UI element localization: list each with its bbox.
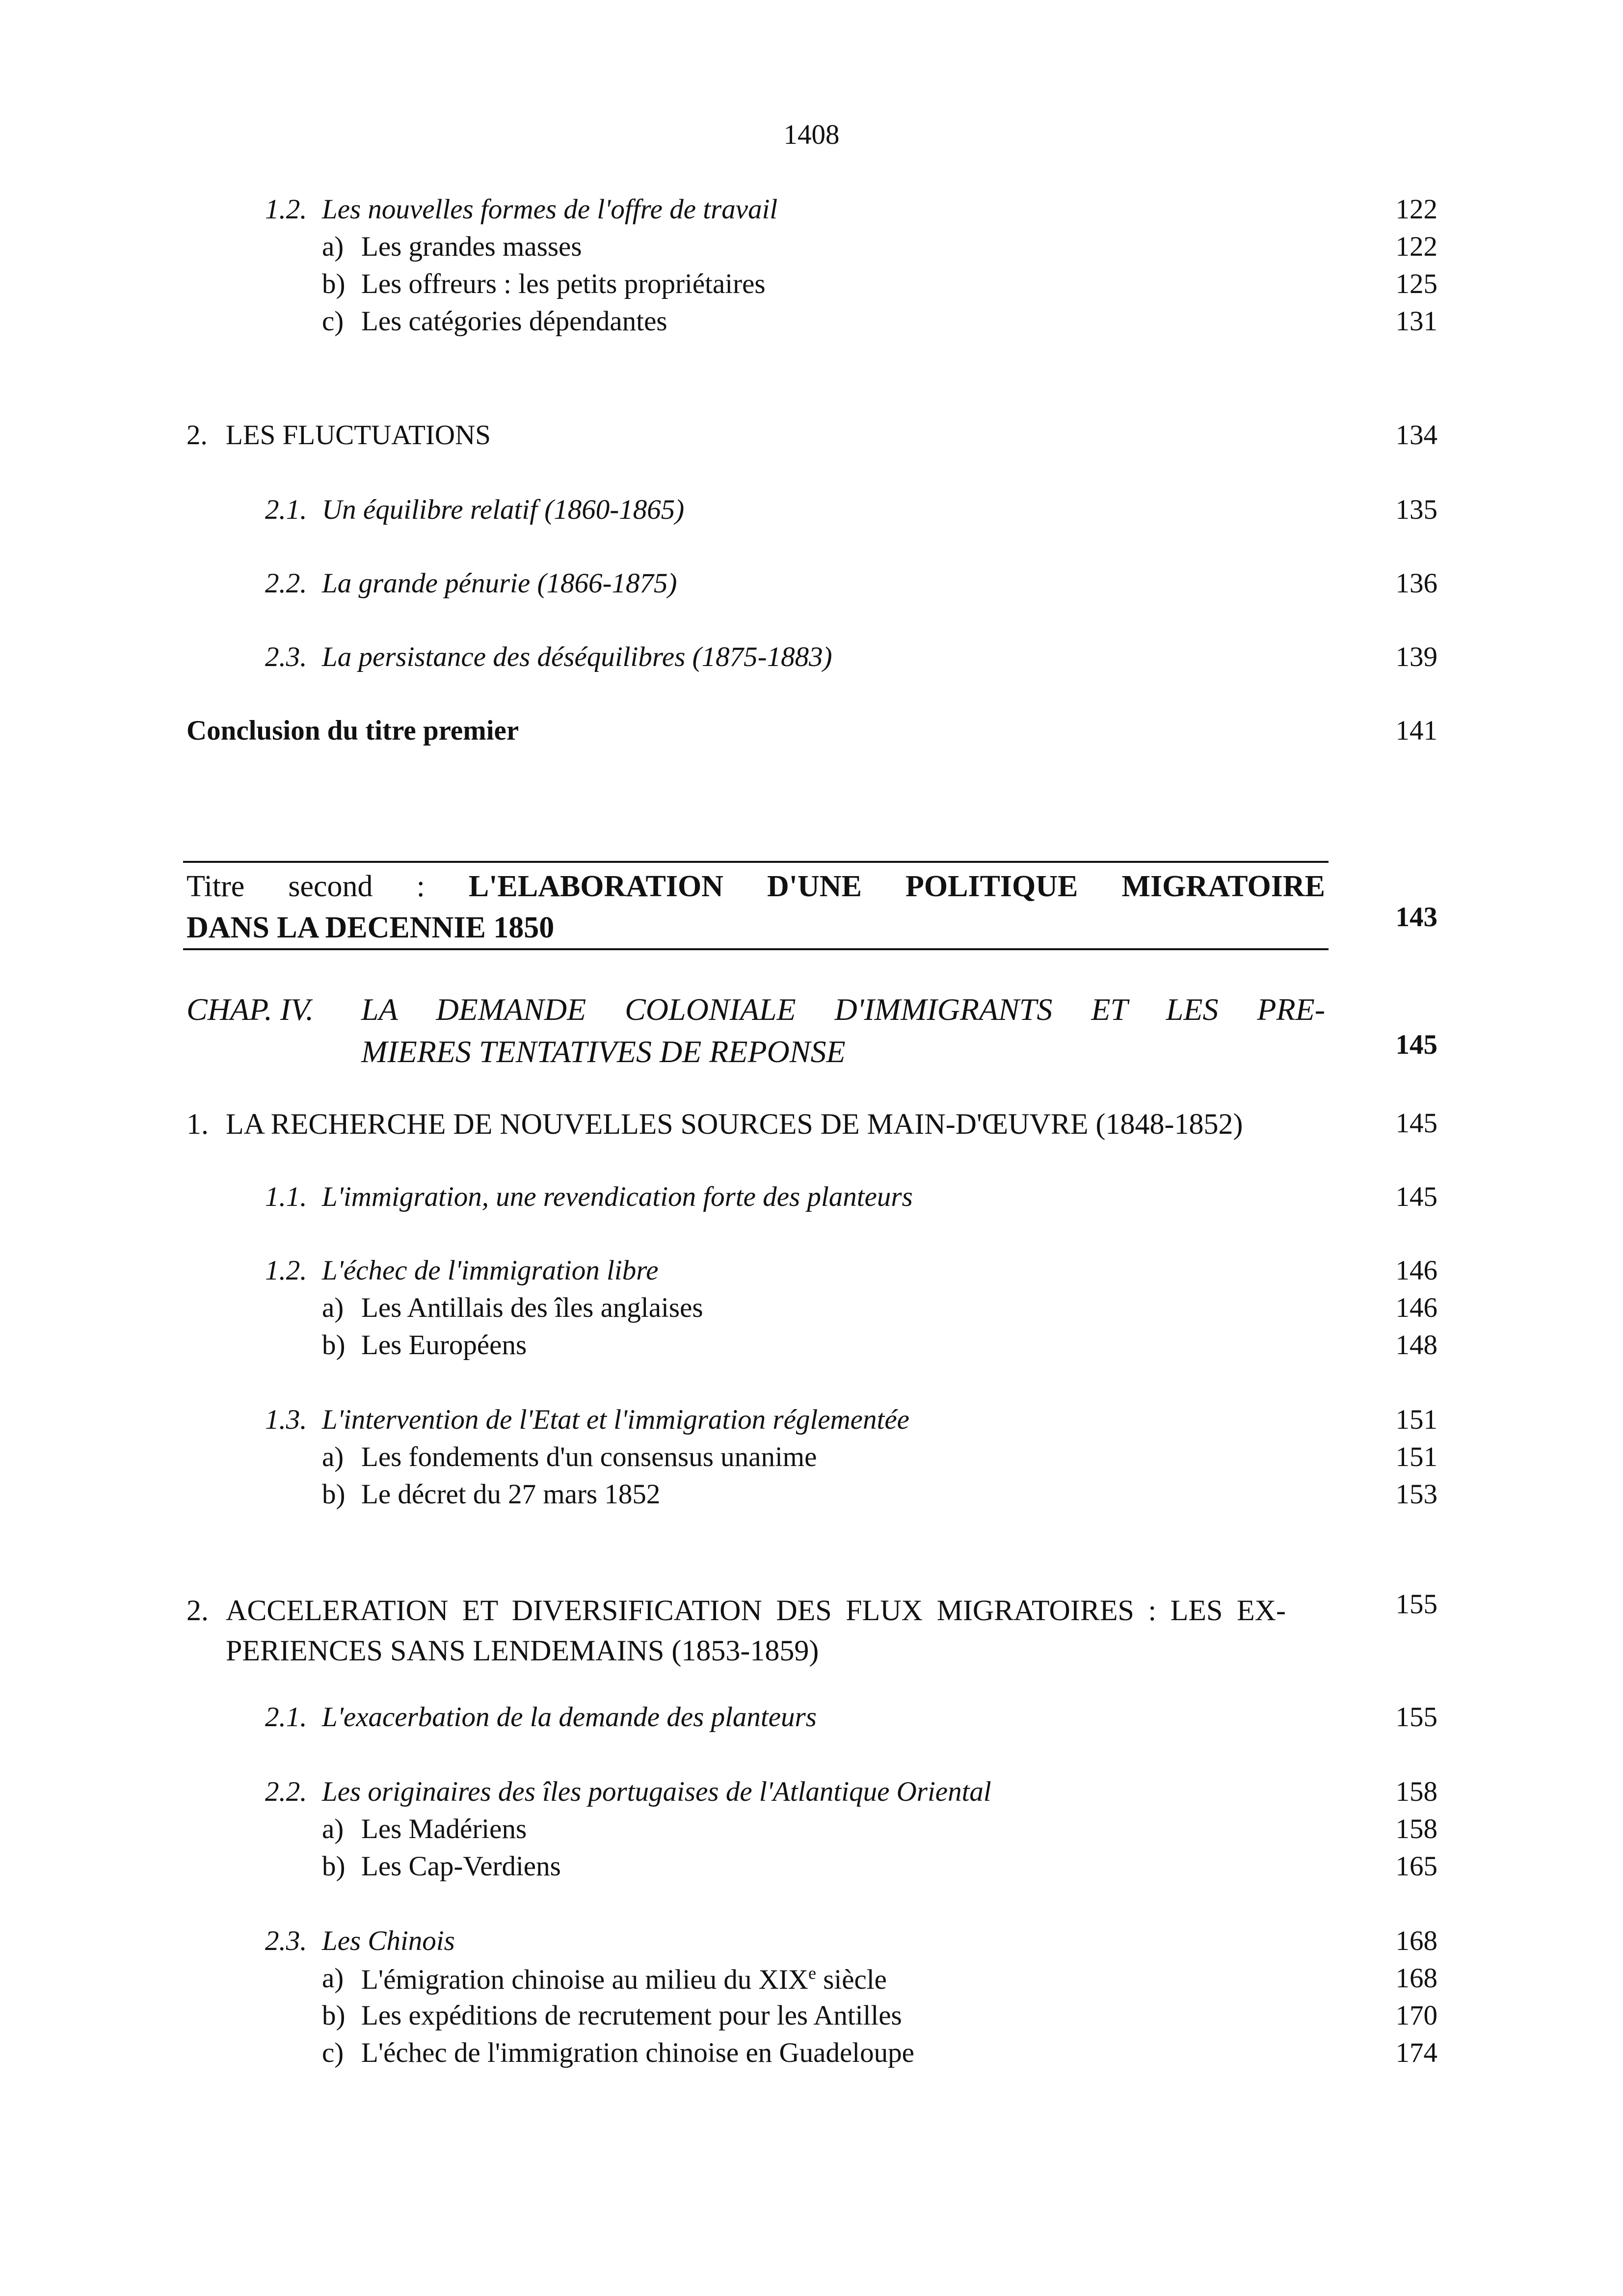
entry-number: 1.1.: [265, 1181, 307, 1212]
entry-page: 148: [1395, 1330, 1437, 1361]
toc-entry: [0, 307, 1623, 345]
entry-number: a): [322, 1963, 344, 1994]
entry-number: b): [322, 1479, 346, 1510]
part2-title-line2: PERIENCES SANS LENDEMAINS (1853-1859): [226, 1634, 819, 1667]
chapter-title-line2: MIERES TENTATIVES DE REPONSE: [361, 1034, 846, 1069]
toc-entry: [0, 1927, 1623, 1964]
entry-page: 146: [1395, 1292, 1437, 1323]
entry-number: a): [322, 1814, 344, 1844]
entry-title: Les Antillais des îles anglaises: [361, 1292, 703, 1323]
entry-title: LES FLUCTUATIONS: [226, 420, 491, 451]
entry-page: 141: [1395, 715, 1437, 746]
entry-page: 145: [1395, 1181, 1437, 1212]
entry-title: Les fondements d'un consensus unanime: [361, 1442, 817, 1472]
toc-entry: [0, 270, 1623, 307]
toc-entry: [0, 233, 1623, 270]
entry-page: 153: [1395, 1479, 1437, 1510]
toc-entry: [0, 643, 1623, 680]
toc-part: [0, 421, 1623, 458]
entry-title: Les nouvelles formes de l'offre de travail: [322, 194, 778, 225]
entry-page: 122: [1395, 231, 1437, 262]
entry-number: 1.2.: [265, 194, 307, 225]
entry-number: a): [322, 231, 344, 262]
page-number: 1408: [783, 119, 840, 150]
entry-number: c): [322, 306, 344, 337]
toc-entry: [0, 569, 1623, 607]
entry-title: Les Chinois: [322, 1925, 455, 1956]
entry-title: L'immigration, une revendication forte des planteurs: [322, 1181, 913, 1212]
entry-page: 170: [1395, 2000, 1437, 2031]
entry-title: L'exacerbation de la demande des planteurs: [322, 1702, 817, 1733]
entry-page: 165: [1395, 1851, 1437, 1882]
entry-title: La grande pénurie (1866-1875): [322, 568, 677, 599]
entry-page: 136: [1395, 568, 1437, 599]
entry-number: 2.3.: [265, 1925, 307, 1956]
toc-entry: [0, 1778, 1623, 1815]
toc-entry: [0, 195, 1623, 233]
toc-entry: [0, 2039, 1623, 2076]
entry-title: Les catégories dépendantes: [361, 306, 667, 337]
entry-number: 2.: [186, 420, 208, 451]
entry-number: a): [322, 1292, 344, 1323]
chapter-page-line: [0, 1031, 1623, 1068]
entry-number: 1.2.: [265, 1255, 307, 1286]
entry-title: Les grandes masses: [361, 231, 582, 262]
rule-top: [183, 861, 1329, 863]
entry-page: 146: [1395, 1255, 1437, 1286]
toc-entry: [0, 496, 1623, 533]
entry-number: 2.2.: [265, 1776, 307, 1807]
toc-conclusion: [0, 717, 1623, 754]
toc-entry: [0, 1964, 1623, 2002]
entry-number: b): [322, 2000, 346, 2031]
titre-page: [0, 903, 1623, 940]
toc-entry: [0, 1406, 1623, 1443]
entry-number: 1.3.: [265, 1404, 307, 1435]
titre-prefix: Titre second :: [186, 870, 469, 903]
titre-title-line1: L'ELABORATION D'UNE POLITIQUE MIGRATOIRE: [468, 870, 1325, 903]
entry-title: L'échec de l'immigration libre: [322, 1255, 659, 1286]
rule-bottom: [183, 948, 1329, 950]
entry-number: 1.: [186, 1108, 209, 1140]
toc-entry: [0, 1443, 1623, 1480]
toc-part: [0, 1109, 1623, 1147]
entry-page: 158: [1395, 1776, 1437, 1807]
entry-title: Les Madériens: [361, 1814, 527, 1844]
entry-title-part: L'émigration chinoise au milieu du XIX: [361, 1964, 808, 1995]
toc-entry: [0, 1183, 1623, 1220]
entry-page: 145: [1395, 1029, 1437, 1060]
entry-page: 155: [1395, 1589, 1437, 1620]
chapter-title-line1: LA DEMANDE COLONIALE D'IMMIGRANTS ET LES PRE-: [361, 992, 1325, 1027]
entry-number: 2.2.: [265, 568, 307, 599]
entry-page: 158: [1395, 1814, 1437, 1844]
entry-page: 134: [1395, 420, 1437, 451]
toc-entry: [0, 1331, 1623, 1368]
entry-title: L'échec de l'immigration chinoise en Guadeloupe: [361, 2037, 914, 2068]
entry-page: 174: [1395, 2037, 1437, 2068]
entry-number: c): [322, 2037, 344, 2068]
entry-page: 155: [1395, 1702, 1437, 1733]
entry-page: 122: [1395, 194, 1437, 225]
toc-entry: [0, 1480, 1623, 1518]
entry-title: Un équilibre relatif (1860-1865): [322, 494, 685, 525]
entry-number: b): [322, 268, 346, 299]
entry-title: LA RECHERCHE DE NOUVELLES SOURCES DE MAIN-D'ŒUVRE (1848-1852): [226, 1108, 1243, 1140]
entry-page: 151: [1395, 1442, 1437, 1472]
toc-entry: [0, 1852, 1623, 1890]
entry-number: b): [322, 1851, 346, 1882]
entry-number: a): [322, 1442, 344, 1472]
entry-page: 168: [1395, 1925, 1437, 1956]
entry-title: Les expéditions de recrutement pour les Antilles: [361, 2000, 902, 2031]
entry-page: 151: [1395, 1404, 1437, 1435]
toc-entry: [0, 2002, 1623, 2039]
entry-title: Les offreurs : les petits propriétaires: [361, 268, 766, 299]
entry-page: 143: [1395, 902, 1437, 933]
entry-title-part: siècle: [816, 1964, 887, 1995]
entry-title: L'intervention de l'Etat et l'immigration réglementée: [322, 1404, 909, 1435]
entry-number: 2.3.: [265, 641, 307, 672]
entry-title: La persistance des déséquilibres (1875-1883): [322, 641, 832, 672]
entry-title: Le décret du 27 mars 1852: [361, 1479, 661, 1510]
entry-number: 2.1.: [265, 1702, 307, 1733]
entry-number: 2.: [186, 1594, 209, 1627]
titre-title-line2: DANS LA DECENNIE 1850: [186, 911, 555, 944]
entry-page: 168: [1395, 1963, 1437, 1994]
entry-page: 139: [1395, 641, 1437, 672]
entry-title: Les Cap-Verdiens: [361, 1851, 561, 1882]
toc-entry: [0, 1294, 1623, 1331]
entry-title: Conclusion du titre premier: [186, 715, 519, 746]
entry-title: Les Européens: [361, 1330, 527, 1361]
entry-page: 125: [1395, 268, 1437, 299]
entry-number: b): [322, 1330, 346, 1361]
entry-title: Les originaires des îles portugaises de l'Atlantique Oriental: [322, 1776, 991, 1807]
toc-entry: [0, 1256, 1623, 1294]
superscript: e: [808, 1963, 816, 1983]
toc-entry: [0, 1703, 1623, 1740]
entry-page: 145: [1395, 1108, 1437, 1139]
part2-title-line1: ACCELERATION ET DIVERSIFICATION DES FLUX MIGRATOIRES : LES EX-: [226, 1594, 1286, 1627]
entry-page: 135: [1395, 494, 1437, 525]
toc-entry: [0, 1815, 1623, 1852]
chapter-label: CHAP. IV.: [186, 992, 314, 1027]
entry-number: 2.1.: [265, 494, 307, 525]
part2-page-line: [0, 1590, 1623, 1628]
entry-title: [361, 1964, 887, 1994]
entry-page: 131: [1395, 306, 1437, 337]
